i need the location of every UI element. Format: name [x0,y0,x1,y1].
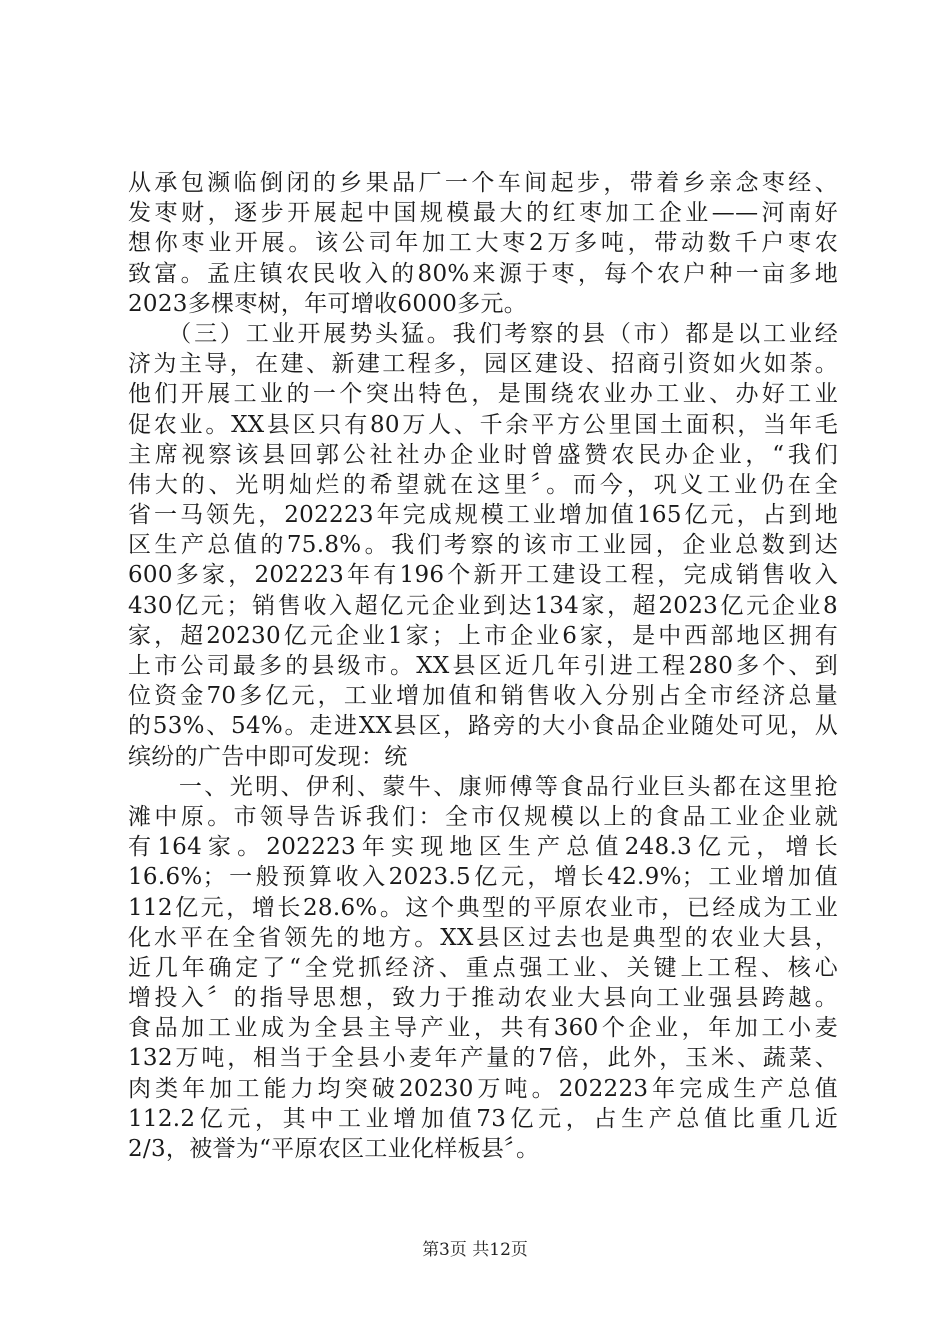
text-line: 132万吨，相当于全县小麦年产量的7倍，此外，玉米、蔬菜、 [128,1045,838,1072]
text-line: 上市公司最多的县级市。XX县区近几年引进工程280多个、到 [128,653,838,679]
text-line: （三）工业开展势头猛。我们考察的县（市）都是以工业经 [128,320,838,347]
text-line: 2/3，被誉为“平原农区工业化样板县〞。 [128,1136,540,1162]
text-line: 2023多棵枣树，年可增收6000多元。 [128,290,528,317]
text-line: 化水平在全省领先的地方。XX县区过去也是典型的农业大县， [128,924,838,951]
text-line: 增投入〞的指导思想，致力于推动农业大县向工业强县跨越。 [128,985,838,1012]
text-line: 位资金70多亿元，工业增加值和销售收入分别占全市经济总量 [128,683,838,710]
text-line: 促农业。XX县区只有80万人、千余平方公里国土面积，当年毛 [128,411,838,438]
text-line: 致富。孟庄镇农民收入的80%来源于枣，每个农户种一亩多地 [128,260,838,287]
text-line: 伟大的、光明灿烂的希望就在这里〞。而今，巩义工业仍在全 [128,471,838,498]
text-line: 的53%、54%。走进XX县区，路旁的大小食品企业随处可见，从 [128,713,838,740]
text-line: 区生产总值的75.8%。我们考察的该市工业园，企业总数到达 [128,532,838,559]
text-line: 近几年确定了“全党抓经济、重点强工业、关键上工程、核心 [128,954,838,981]
text-line: 112亿元，增长28.6%。这个典型的平原农业市，已经成为工业 [128,894,838,921]
text-line: 肉类年加工能力均突破20230万吨。202223年完成生产总值 [128,1075,838,1102]
text-line: 缤纷的广告中即可发现：统 [128,743,408,770]
text-line: 430亿元；销售收入超亿元企业到达134家，超2023亿元企业8 [128,592,838,619]
text-line: 16.6%；一般预算收入2023.5亿元，增长42.9%；工业增加值 [128,864,838,891]
text-line: 600多家，202223年有196个新开工建设工程，完成销售收入 [128,562,838,589]
text-line: 食品加工业成为全县主导产业，共有360个企业，年加工小麦 [128,1015,838,1042]
text-line: 济为主导，在建、新建工程多，园区建设、招商引资如火如荼。 [128,351,838,378]
text-line: 他们开展工业的一个突出特色，是围绕农业办工业、办好工业 [128,381,838,408]
body-text [128,168,838,1164]
text-line: 主席视察该县回郭公社社办企业时曾盛赞农民办企业，“我们 [128,441,838,468]
text-line: 发枣财，逐步开展起中国规模最大的红枣加工企业——河南好 [128,200,838,227]
text-line: 滩中原。市领导告诉我们：全市仅规模以上的食品工业企业就 [128,803,838,830]
text-line: 一、光明、伊利、蒙牛、康师傅等食品行业巨头都在这里抢 [128,773,838,800]
text-line: 想你枣业开展。该公司年加工大枣2万多吨，带动数千户枣农 [128,230,838,257]
text-line: 省一马领先，202223年完成规模工业增加值165亿元，占到地 [128,502,838,529]
text-line: 从承包濒临倒闭的乡果品厂一个车间起步，带着乡亲念枣经、 [128,170,838,196]
page-footer: 第3页 共12页 [422,1240,528,1260]
text-line: 112.2亿元，其中工业增加值73亿元，占生产总值比重几近 [128,1105,838,1132]
text-line: 有164家。202223年实现地区生产总值248.3亿元，增长 [128,834,838,861]
text-line: 家，超20230亿元企业1家；上市企业6家，是中西部地区拥有 [128,622,838,649]
